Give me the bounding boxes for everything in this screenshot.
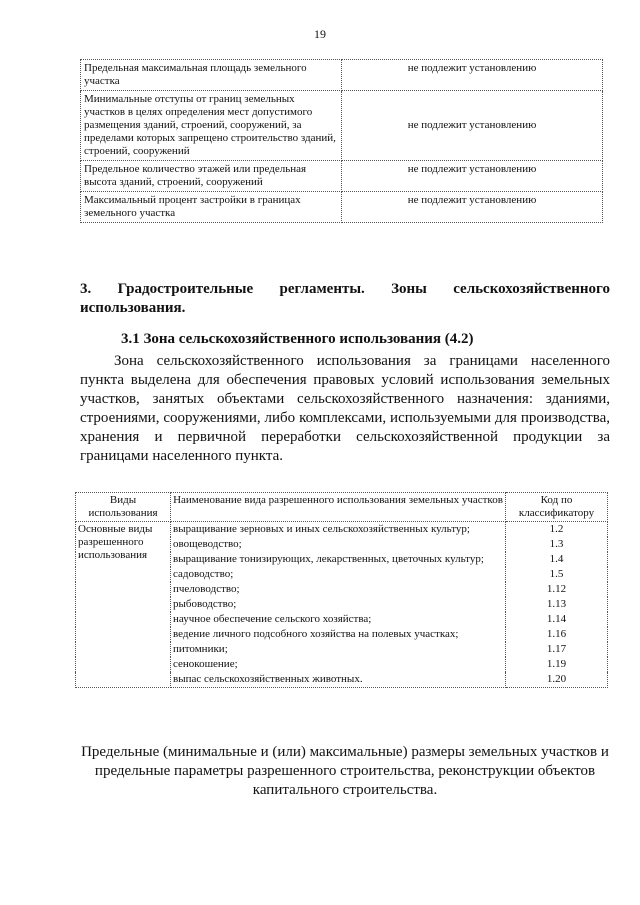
param-cell: Минимальные отступы от границ земельных участков в целях определения мест допустимого размещения зданий, строений, сооружений, за пределами которых запрещено строительство зданий, строений, сооружений: [81, 91, 342, 161]
use-name: сенокошение;: [171, 657, 506, 672]
use-name: овощеводство;: [171, 537, 506, 552]
value-cell: не подлежит установлению: [342, 192, 603, 223]
use-code: 1.19: [506, 657, 608, 672]
use-code: 1.3: [506, 537, 608, 552]
param-cell: Максимальный процент застройки в границах земельного участка: [81, 192, 342, 223]
use-code: 1.16: [506, 627, 608, 642]
table-header-row: [76, 493, 608, 522]
permitted-uses-table: [75, 492, 608, 688]
page-number: 19: [314, 27, 326, 41]
table-row: [81, 161, 603, 192]
header-cell: Виды использования: [76, 493, 171, 522]
use-name: пчеловодство;: [171, 582, 506, 597]
section-heading: 3. Градостроительные регламенты. Зоны сельскохозяйственного использования.: [80, 281, 610, 316]
value-cell: не подлежит установлению: [342, 161, 603, 192]
param-cell: Предельное количество этажей или предельная высота зданий, строений, сооружений: [81, 161, 342, 192]
table-row: [76, 522, 608, 538]
zone-description: Зона сельскохозяйственного использования за границами населенного пункта выделена для обеспечения правовых условий использования земельных участков, занятых объектами сельскохозяйственного назначения: зданиями, строениями, сооружениями, либо комплексами, используемыми для производства, хранения и первичной переработки сельскохозяйственной продукции за границами населенного пункта.: [80, 353, 610, 464]
table-row: [81, 60, 603, 91]
use-code: 1.2: [506, 522, 608, 538]
value-cell: не подлежит установлению: [342, 91, 603, 161]
limits-summary: Предельные (минимальные и (или) максимальные) размеры земельных участков и предельные параметры разрешенного строительства, реконструкции объектов капитального строительства.: [81, 744, 609, 798]
use-name: рыбоводство;: [171, 597, 506, 612]
limits-table: [80, 59, 603, 223]
header-cell: Код по классификатору: [506, 493, 608, 522]
use-name: научное обеспечение сельского хозяйства;: [171, 612, 506, 627]
use-code: 1.17: [506, 642, 608, 657]
use-code: 1.5: [506, 567, 608, 582]
use-code: 1.20: [506, 672, 608, 688]
use-code: 1.13: [506, 597, 608, 612]
use-name: питомники;: [171, 642, 506, 657]
subsection-heading: 3.1 Зона сельскохозяйственного использования (4.2): [121, 331, 474, 347]
table-row: [81, 192, 603, 223]
header-cell: Наименование вида разрешенного использования земельных участков: [171, 493, 506, 522]
param-cell: Предельная максимальная площадь земельного участка: [81, 60, 342, 91]
use-code: 1.14: [506, 612, 608, 627]
value-cell: не подлежит установлению: [342, 60, 603, 91]
use-name: выращивание тонизирующих, лекарственных, цветочных культур;: [171, 552, 506, 567]
use-name: выпас сельскохозяйственных животных.: [171, 672, 506, 688]
table-row: [81, 91, 603, 161]
use-name: ведение личного подсобного хозяйства на полевых участках;: [171, 627, 506, 642]
use-name: садоводство;: [171, 567, 506, 582]
use-code: 1.4: [506, 552, 608, 567]
use-name: выращивание зерновых и иных сельскохозяйственных культур;: [171, 522, 506, 538]
use-code: 1.12: [506, 582, 608, 597]
category-cell: Основные виды разрешенного использования: [76, 522, 171, 688]
